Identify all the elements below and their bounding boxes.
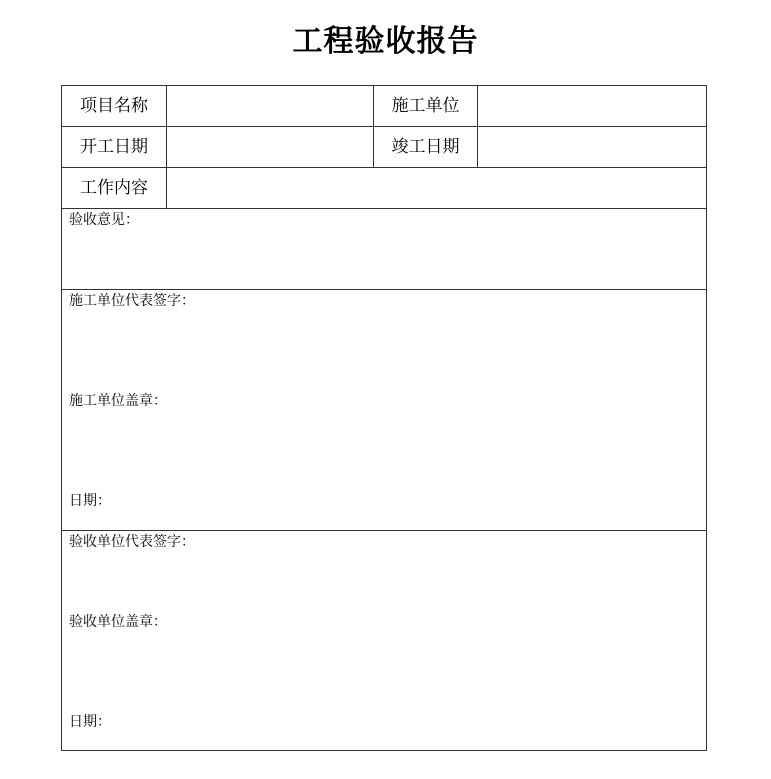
contractor-date-label: 日期： [69,493,111,509]
start-date-label: 开工日期 [80,137,148,157]
contractor-label: 施工单位 [391,96,460,116]
contractor-seal-label: 施工单位盖章： [69,393,167,409]
acceptor-seal-label: 验收单位盖章： [69,614,167,630]
acceptance-form [61,85,707,751]
project-name-field[interactable] [167,86,373,126]
section-divider [62,289,706,290]
acceptor-signature-label: 验收单位代表签字： [69,534,195,550]
completion-date-field[interactable] [478,127,706,167]
contractor-signature-label: 施工单位代表签字： [69,293,195,309]
acceptance-opinion-label: 验收意见： [69,212,139,228]
contractor-field[interactable] [478,86,706,126]
project-name-label: 项目名称 [80,96,148,116]
work-content-label: 工作内容 [80,178,148,198]
completion-date-label: 竣工日期 [391,137,460,157]
acceptor-date-label: 日期： [69,714,111,730]
row-divider [62,208,706,209]
page-title: 工程验收报告 [292,24,479,59]
section-divider [62,530,706,531]
work-content-field[interactable] [167,168,706,208]
start-date-field[interactable] [167,127,373,167]
